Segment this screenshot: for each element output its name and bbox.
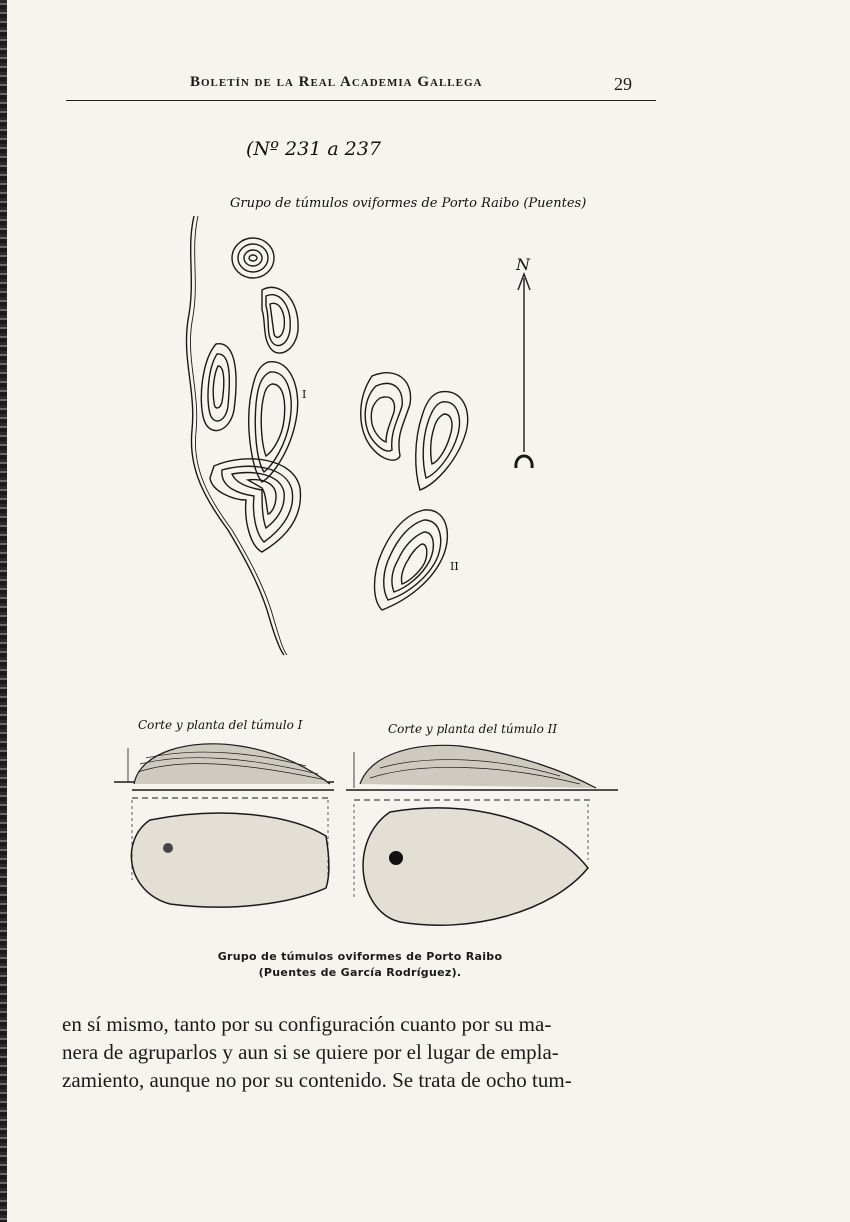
section-2-label: Corte y planta del túmulo II — [388, 722, 558, 736]
north-label: N — [516, 255, 530, 274]
plan-2 — [354, 804, 588, 925]
section-2-profile — [346, 745, 618, 800]
plan-1 — [131, 800, 329, 907]
body-line: nera de agruparlos y aun si se quiere por el lugar de empla- — [62, 1040, 559, 1064]
tumulus-2 — [375, 510, 448, 610]
section-1-profile — [114, 744, 334, 798]
tumulus-2-label: II — [450, 560, 459, 573]
tumulus-1-label: I — [302, 388, 307, 401]
body-paragraph — [62, 1010, 660, 1094]
page-number: 29 — [614, 74, 632, 94]
figure-caption-line2: (Puentes de García Rodríguez). — [258, 966, 462, 979]
body-line: en sí mismo, tanto por su configuración cuanto por su ma- — [62, 1012, 552, 1036]
figure-caption-line1: Grupo de túmulos oviformes de Porto Raibo — [217, 950, 503, 963]
tumulus-d — [361, 373, 411, 460]
stream-line — [186, 216, 284, 655]
north-arrow-base — [516, 456, 532, 468]
tumulus-1 — [210, 459, 300, 552]
body-line: zamiento, aunque no por su contenido. Se trata de ocho tum- — [62, 1068, 572, 1092]
handwritten-reference: (Nº 231 a 237 — [246, 138, 381, 160]
section-1-label: Corte y planta del túmulo I — [138, 718, 303, 732]
tumulus-e — [416, 392, 468, 490]
handwritten-figure-title: Grupo de túmulos oviformes de Porto Raibo (Puentes) — [230, 196, 587, 211]
tumulus-round — [232, 238, 274, 278]
tumulus-c — [249, 362, 298, 482]
tumulus-b — [201, 344, 236, 431]
running-title: Boletín de la Real Academia Gallega — [190, 74, 483, 90]
tumulus-a — [262, 287, 298, 353]
